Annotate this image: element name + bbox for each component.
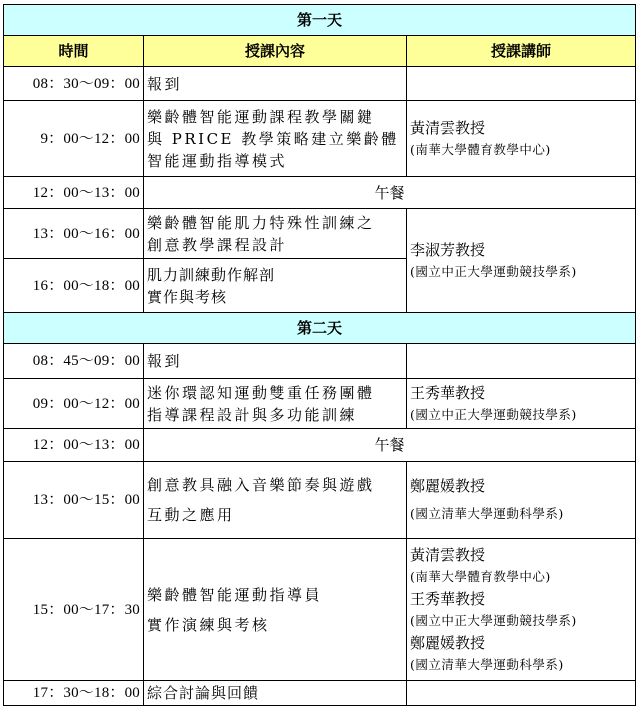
instructor-affiliation: (國立清華大學運動科學系) [410,506,564,521]
day-2-header-row [4,313,636,344]
table-row [4,429,636,462]
time-cell: 17：30～18：00 [4,681,144,706]
time-cell: 15：00～17：30 [4,539,144,681]
time-cell: 08：45～09：00 [4,344,144,379]
day-1-title: 第一天 [4,5,636,36]
content-line: 互動之應用 [147,506,235,524]
content-line: 創意教具融入音樂節奏與遊戲 [147,476,375,494]
instructor-cell [407,539,636,681]
content-line: 實作演練與考核 [147,615,270,634]
content-cell: 報到 [144,67,407,101]
content-line: 樂齡體智能運動課程教學關鍵 [147,107,375,126]
instructor-cell [407,681,636,706]
table-row [4,379,636,429]
instructor-cell [407,101,636,177]
content-line: 指導課程設計與多功能訓練 [147,405,358,424]
time-cell: 16：00～18：00 [4,259,144,313]
content-line: 迷你環認知運動雙重任務團體 [147,383,375,402]
content-line: 樂齡體智能肌力特殊性訓練之 [147,213,375,232]
header-content: 授課內容 [144,36,407,67]
content-line: 樂齡體智能運動指導員 [147,585,323,604]
content-cell: 報到 [144,344,407,379]
instructor-name: 王秀華教授 [410,383,486,402]
instructor-name: 黃清雲教授 [410,118,486,137]
content-line: 實作與考核 [147,287,228,306]
instructor-cell [407,462,636,539]
instructor-name: 李淑芳教授 [410,240,486,259]
content-cell [144,539,407,681]
content-cell [144,379,407,429]
instructor-cell [407,67,636,101]
course-schedule-table [3,4,636,706]
day-2-title: 第二天 [4,313,636,344]
instructor-name: 黃清雲教授 [410,545,486,564]
instructor-cell [407,344,636,379]
instructor-affiliation: (國立中正大學運動競技學系) [410,263,577,279]
time-cell: 09：00～12：00 [4,379,144,429]
instructor-name: 王秀華教授 [410,589,486,608]
content-cell [144,209,407,259]
content-line: 創意教學課程設計 [147,235,288,254]
header-time: 時間 [4,36,144,67]
table-row [4,101,636,177]
table-row [4,177,636,209]
column-header-row [4,36,636,67]
content-cell: 綜合討論與回饋 [144,681,407,706]
table-row [4,539,636,681]
time-cell: 08：30～09：00 [4,67,144,101]
content-cell [144,101,407,177]
table-row [4,344,636,379]
lunch-cell: 午餐 [144,177,636,209]
content-line: 智能運動指導模式 [147,151,288,170]
table-row [4,681,636,706]
time-cell: 12：00～13：00 [4,429,144,462]
instructor-cell [407,209,636,313]
instructor-affiliation: (國立清華大學運動科學系) [410,656,564,672]
instructor-cell [407,379,636,429]
instructor-affiliation: (國立中正大學運動競技學系) [410,612,577,628]
content-line: 肌力訓練動作解剖 [147,265,276,284]
content-cell [144,259,407,313]
time-cell: 12：00～13：00 [4,177,144,209]
instructor-name: 鄭麗媛教授 [410,633,486,652]
instructor-affiliation: (南華大學體育教學中心) [410,568,551,584]
header-instructor: 授課講師 [407,36,636,67]
content-line: 與 PRICE 教學策略建立樂齡體 [147,129,399,148]
time-cell: 9：00～12：00 [4,101,144,177]
instructor-affiliation: (國立中正大學運動競技學系) [410,406,577,422]
table-row [4,462,636,539]
table-row [4,67,636,101]
lunch-cell: 午餐 [144,429,636,462]
day-1-header-row [4,5,636,36]
time-cell: 13：00～15：00 [4,462,144,539]
time-cell: 13：00～16：00 [4,209,144,259]
instructor-name: 鄭麗媛教授 [410,477,486,495]
table-row [4,209,636,259]
content-cell [144,462,407,539]
instructor-affiliation: (南華大學體育教學中心) [410,141,551,157]
